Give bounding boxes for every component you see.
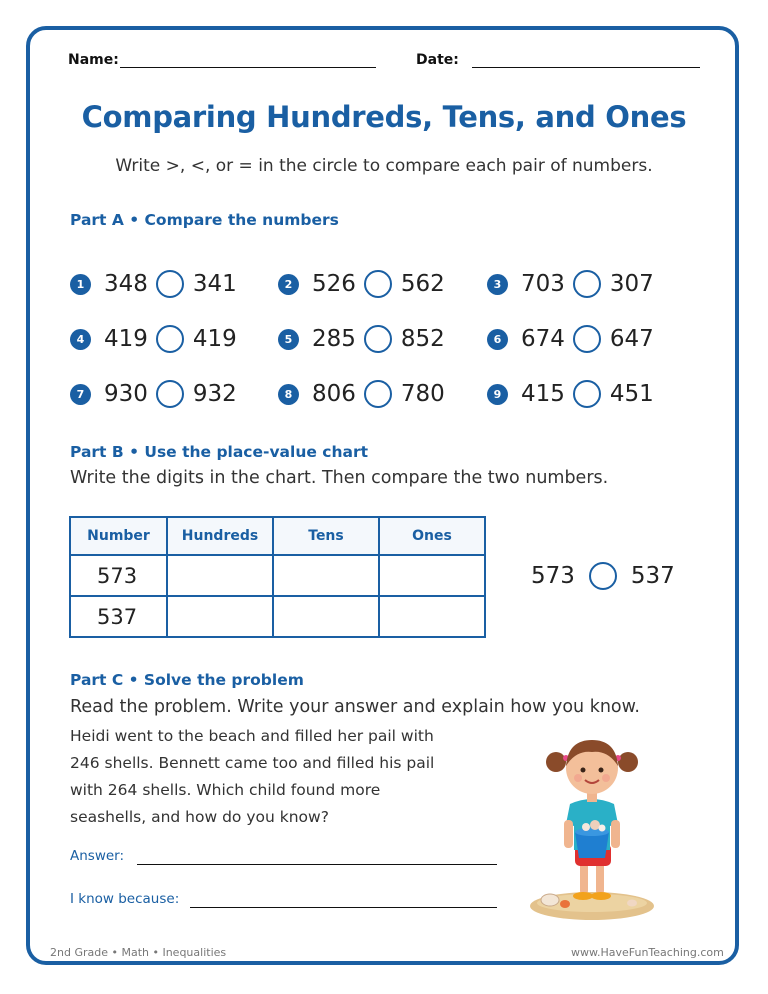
compare-circle[interactable] bbox=[573, 380, 601, 408]
number-cell: 537 bbox=[70, 596, 167, 637]
name-label: Name: bbox=[68, 52, 119, 68]
right-number: 341 bbox=[192, 271, 237, 297]
compare-circle[interactable] bbox=[364, 380, 392, 408]
problem-number-badge: 6 bbox=[487, 329, 508, 350]
problem-number-badge: 2 bbox=[278, 274, 299, 295]
girl-with-pail-illustration bbox=[520, 728, 660, 924]
problem-9 bbox=[487, 379, 654, 409]
part-b-instructions: Write the digits in the chart. Then compare the two numbers. bbox=[70, 468, 609, 488]
right-number: 932 bbox=[192, 381, 237, 407]
footer-tags: 2nd Grade • Math • Inequalities bbox=[50, 946, 227, 959]
column-header: Tens bbox=[273, 517, 379, 555]
problem-2 bbox=[278, 269, 445, 299]
ones-cell[interactable] bbox=[379, 596, 485, 637]
column-header: Ones bbox=[379, 517, 485, 555]
part-c-heading: Part C • Solve the problem bbox=[70, 671, 304, 689]
right-number: 852 bbox=[400, 326, 445, 352]
right-number: 537 bbox=[630, 563, 675, 589]
problem-number-badge: 1 bbox=[70, 274, 91, 295]
compare-circle[interactable] bbox=[156, 270, 184, 298]
story-line: Heidi went to the beach and filled her pail with bbox=[70, 727, 434, 745]
compare-circle[interactable] bbox=[589, 562, 617, 590]
problem-number-badge: 8 bbox=[278, 384, 299, 405]
problem-5 bbox=[278, 324, 445, 354]
problem-3 bbox=[487, 269, 654, 299]
right-number: 307 bbox=[609, 271, 654, 297]
ones-cell[interactable] bbox=[379, 555, 485, 596]
hundreds-cell[interactable] bbox=[167, 596, 273, 637]
problem-4 bbox=[70, 324, 237, 354]
page-instructions: Write >, <, or = in the circle to compare each pair of numbers. bbox=[115, 156, 653, 176]
tens-cell[interactable] bbox=[273, 555, 379, 596]
word-problem bbox=[70, 723, 434, 831]
story-line: seashells, and how do you know? bbox=[70, 808, 329, 826]
problem-8 bbox=[278, 379, 445, 409]
hundreds-cell[interactable] bbox=[167, 555, 273, 596]
column-header: Number bbox=[70, 517, 167, 555]
left-number: 415 bbox=[521, 381, 565, 407]
compare-circle[interactable] bbox=[573, 270, 601, 298]
chart-header-row bbox=[70, 517, 485, 555]
left-number: 930 bbox=[104, 381, 148, 407]
part-c-instructions: Read the problem. Write your answer and explain how you know. bbox=[70, 697, 640, 717]
left-number: 674 bbox=[521, 326, 565, 352]
date-line[interactable] bbox=[472, 67, 700, 68]
part-a-heading: Part A • Compare the numbers bbox=[70, 211, 339, 229]
part-b-heading: Part B • Use the place-value chart bbox=[70, 443, 368, 461]
place-value-chart bbox=[69, 516, 486, 638]
left-number: 806 bbox=[312, 381, 356, 407]
because-line[interactable] bbox=[190, 907, 497, 908]
compare-circle[interactable] bbox=[573, 325, 601, 353]
right-number: 451 bbox=[609, 381, 654, 407]
date-label: Date: bbox=[416, 52, 459, 68]
left-number: 285 bbox=[312, 326, 356, 352]
left-number: 348 bbox=[104, 271, 148, 297]
left-number: 573 bbox=[531, 563, 575, 589]
right-number: 647 bbox=[609, 326, 654, 352]
story-line: 246 shells. Bennett came too and filled his pail bbox=[70, 754, 435, 772]
problem-1 bbox=[70, 269, 237, 299]
table-row bbox=[70, 555, 485, 596]
column-header: Hundreds bbox=[167, 517, 273, 555]
left-number: 526 bbox=[312, 271, 356, 297]
left-number: 419 bbox=[104, 326, 148, 352]
name-line[interactable] bbox=[120, 67, 376, 68]
because-label: I know because: bbox=[70, 891, 180, 907]
left-number: 703 bbox=[521, 271, 565, 297]
footer-website: www.HaveFunTeaching.com bbox=[571, 946, 724, 959]
problem-number-badge: 9 bbox=[487, 384, 508, 405]
compare-circle[interactable] bbox=[364, 270, 392, 298]
number-cell: 573 bbox=[70, 555, 167, 596]
compare-circle[interactable] bbox=[364, 325, 392, 353]
table-row bbox=[70, 596, 485, 637]
story-line: with 264 shells. Which child found more bbox=[70, 781, 381, 799]
problem-number-badge: 3 bbox=[487, 274, 508, 295]
problem-number-badge: 7 bbox=[70, 384, 91, 405]
problem-number-badge: 5 bbox=[278, 329, 299, 350]
answer-line[interactable] bbox=[137, 864, 497, 865]
problem-6 bbox=[487, 324, 654, 354]
compare-circle[interactable] bbox=[156, 325, 184, 353]
right-number: 562 bbox=[400, 271, 445, 297]
right-number: 419 bbox=[192, 326, 237, 352]
problem-number-badge: 4 bbox=[70, 329, 91, 350]
answer-label: Answer: bbox=[70, 848, 125, 864]
problem-7 bbox=[70, 379, 237, 409]
tens-cell[interactable] bbox=[273, 596, 379, 637]
page-title: Comparing Hundreds, Tens, and Ones bbox=[81, 100, 687, 134]
compare-circle[interactable] bbox=[156, 380, 184, 408]
part-b-comparison bbox=[531, 561, 675, 591]
right-number: 780 bbox=[400, 381, 445, 407]
